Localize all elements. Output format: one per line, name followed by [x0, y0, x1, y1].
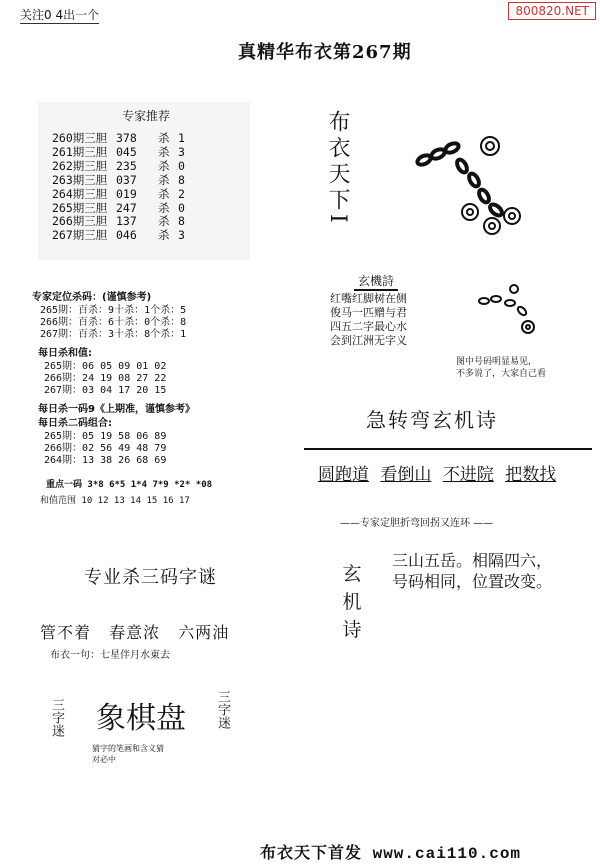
phrase: 六两油 — [178, 623, 230, 642]
poem-line: 会到江洲无字义 — [330, 334, 407, 347]
row-issue: 264期三胆 — [52, 186, 108, 201]
poem-lines — [330, 292, 407, 348]
row-issue: 260期三胆 — [52, 131, 108, 145]
focus-line: 重点一码 3*8 6*5 1*4 7*9 *2* *08 — [46, 480, 213, 490]
list-item: 265期：06 05 09 01 02 — [44, 361, 167, 372]
row-issue: 265期三胆 — [52, 200, 108, 215]
riddle-hint — [92, 743, 192, 765]
list-item — [52, 188, 185, 202]
list-item — [52, 160, 185, 174]
poem-line: 红嘴红脚树在侧 — [330, 292, 407, 305]
footer-url[interactable]: www.cai110.com — [372, 845, 522, 863]
riddle-title: 急转弯玄机诗 — [366, 408, 498, 432]
list-item: 266期：24 19 08 27 22 — [44, 373, 167, 385]
row-nums: 378 — [116, 131, 137, 145]
row-nums: 037 — [116, 172, 137, 187]
zi-mi-left: 三字迷 — [49, 698, 64, 737]
list-item — [52, 229, 185, 243]
row-nums: 045 — [116, 144, 137, 159]
row-kill-label: 杀 — [158, 144, 170, 159]
list-item: 266期：02 56 49 48 79 — [44, 443, 167, 455]
row-kill-label: 杀 — [158, 228, 170, 243]
list-item — [52, 202, 185, 216]
row-kill: 1 — [178, 131, 185, 145]
list-item — [52, 215, 185, 229]
list-item: 264期：13 38 26 68 69 — [44, 455, 167, 467]
daily-sum-heading: 每日杀和值: — [38, 348, 92, 359]
row-nums: 235 — [116, 158, 137, 173]
row-kill: 3 — [178, 144, 185, 159]
phrase: 春意浓 — [109, 623, 161, 642]
note-line: 图中号码明显易见, — [456, 357, 531, 367]
hint-line: 对必中 — [92, 755, 116, 764]
chain-illustration-small — [470, 283, 570, 343]
poem-title: 玄機詩 — [354, 272, 398, 291]
poem-line: 俊马一匹赠与君 — [330, 306, 407, 319]
position-kill-heading: 专家定位杀码：(谨慎参考) — [32, 292, 152, 303]
top-note: 关注0 4出一个 — [20, 8, 100, 22]
buyi-vertical-title: 布衣天下I — [325, 110, 350, 227]
row-nums: 046 — [116, 228, 137, 243]
row-kill: 0 — [178, 158, 185, 173]
list-item — [52, 132, 185, 146]
row-kill: 3 — [178, 228, 185, 243]
buyi-line: 布衣一句：七星伴月水東去 — [50, 650, 170, 661]
zi-mi-right: 三字迷 — [215, 690, 230, 729]
row-issue: 267期三胆 — [52, 228, 108, 243]
divider — [304, 448, 592, 450]
row-kill-label: 杀 — [158, 158, 170, 173]
footer — [260, 840, 521, 863]
watermark-badge: 800820.NET — [508, 2, 596, 20]
daily-two-list — [44, 431, 166, 468]
expert-subline: ——专家定胆折弯回拐又连环 —— — [340, 518, 494, 529]
row-kill: 0 — [178, 200, 185, 215]
daily-two-heading: 每日杀二码组合: — [38, 418, 112, 429]
row-kill-label: 杀 — [158, 172, 170, 187]
xuanji-line: 号码相同，位置改变。 — [392, 572, 553, 591]
list-item — [52, 146, 185, 160]
poem-line: 四五二字最心水 — [330, 320, 407, 333]
row-issue: 266期三胆 — [52, 214, 108, 229]
daily-sum-list — [44, 361, 166, 398]
phrase: 圆跑道 — [318, 465, 369, 485]
footer-text: 布衣天下首发 — [260, 843, 363, 862]
row-issue: 263期三胆 — [52, 172, 108, 187]
row-issue: 262期三胆 — [52, 158, 108, 173]
hint-line: 猜字的笔画和含义猜 — [92, 744, 164, 753]
xuanji-vertical: 玄机诗 — [342, 563, 362, 641]
phrase: 不进院 — [442, 465, 494, 485]
row-kill-label: 杀 — [158, 200, 170, 215]
daily-one-code: 每日杀一码9《上期准，谨慎参考》 — [38, 404, 195, 415]
row-kill-label: 杀 — [158, 186, 170, 201]
phrase: 把数找 — [505, 465, 557, 485]
row-nums: 137 — [116, 214, 137, 229]
list-item — [52, 174, 185, 188]
phrase: 看倒山 — [380, 465, 432, 485]
row-nums: 019 — [116, 186, 137, 201]
position-kill-list — [40, 305, 186, 342]
row-issue: 261期三胆 — [52, 144, 108, 159]
list-item: 266期：百杀：6十杀：0个杀：8 — [40, 317, 187, 329]
xiangqi-riddle: 象棋盘 — [96, 701, 186, 736]
list-item: 267期：百杀：3十杀：8个杀：1 — [40, 329, 187, 341]
page-title: 真精华布衣第267期 — [238, 42, 412, 63]
xuanji-lines — [392, 550, 552, 592]
expert-heading: 专家推荐 — [121, 109, 170, 123]
chain-illustration — [408, 130, 558, 240]
expert-list — [52, 132, 185, 243]
row-kill: 8 — [178, 214, 185, 229]
row-kill: 2 — [178, 186, 185, 201]
list-item: 265期：百杀：9十杀：1个杀：5 — [40, 305, 187, 316]
phrase: 管不着 — [40, 623, 92, 642]
row-nums: 247 — [116, 200, 137, 215]
row-kill-label: 杀 — [158, 214, 170, 229]
sum-range-line: 和值范围 10 12 13 14 15 16 17 — [40, 496, 190, 506]
xuanji-line: 三山五岳。相隔四六， — [392, 551, 553, 570]
row-kill: 8 — [178, 172, 185, 187]
riddle-phrases — [318, 460, 562, 485]
sanma-title: 专业杀三码字谜 — [84, 567, 217, 588]
row-kill-label: 杀 — [158, 131, 170, 145]
poem-note — [456, 356, 546, 380]
note-line: 不多说了，大家自己看 — [456, 369, 547, 379]
list-item: 267期：03 04 17 20 15 — [44, 385, 167, 397]
list-item: 265期：05 19 58 06 89 — [44, 431, 167, 442]
guan-phrases — [40, 620, 241, 643]
